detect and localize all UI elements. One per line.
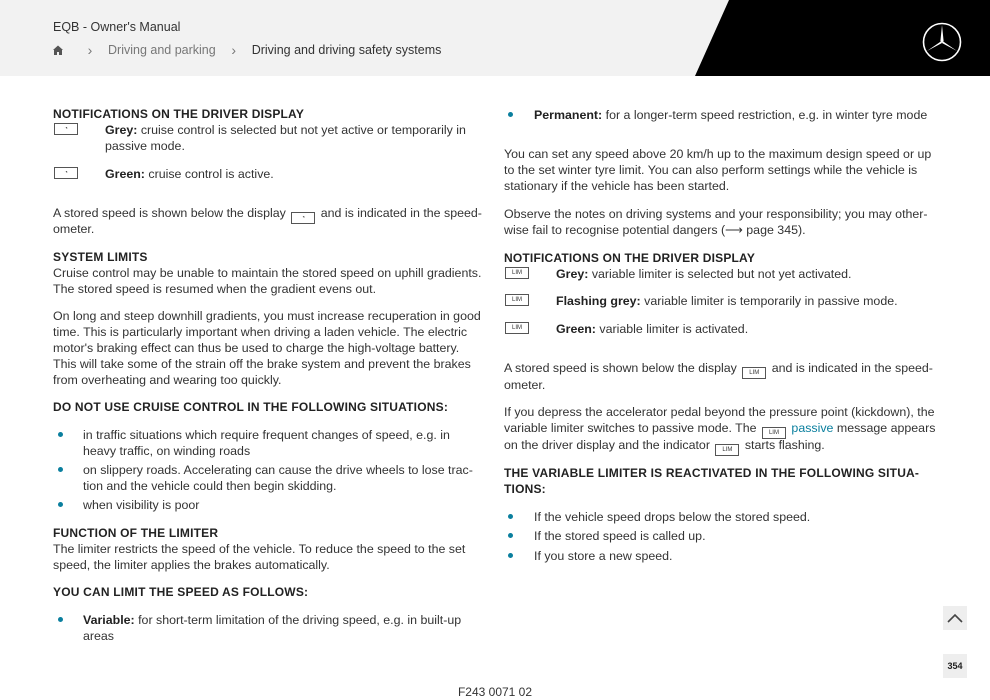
depress-line-1: If you depress the accelerator pedal beyond the pressure point (kickdown), the [504, 405, 935, 419]
breadcrumb-current: Driving and driving safety systems [251, 43, 442, 57]
system-limits-heading: SYSTEM LIMITS [53, 250, 148, 264]
limiter-icon: LIM [762, 427, 786, 439]
cruise-control-icon: ◔ [291, 212, 315, 224]
downhill-line: motor's braking effect can thus be used to charge the high-voltage battery. [53, 341, 460, 355]
bullet-icon [58, 467, 63, 472]
downhill-line: This will take some of the strain off the brake system and prevent the brakes [53, 357, 471, 371]
set-line: You can set any speed above 20 km/h up to the maximum design speed or up [504, 147, 932, 161]
cruise-control-icon: ◔ [54, 123, 78, 135]
bullet-icon [58, 617, 63, 622]
bullet-icon [508, 112, 513, 117]
manual-title: EQB - Owner's Manual [53, 20, 181, 34]
page-number: 354 [947, 661, 963, 671]
bullet-icon [508, 514, 513, 519]
bullet-line: tion and the vehicle could then begin skidding. [83, 479, 337, 493]
chevron-right-icon: › [87, 42, 93, 58]
breadcrumb [52, 42, 441, 58]
limiter-line: speed, the limiter applies the brakes automatically. [53, 558, 330, 572]
reactivated-bullet: If the vehicle speed drops below the stored speed. [534, 510, 811, 524]
grey-limiter-line: Grey: variable limiter is selected but not yet activated. [556, 267, 852, 281]
left-notif-heading: NOTIFICATIONS ON THE DRIVER DISPLAY [53, 107, 305, 121]
downhill-line: On long and steep downhill gradients, you must increase recuperation in good [53, 309, 481, 323]
grey-cruise-line: Grey: cruise control is selected but not yet active or temporarily in [105, 123, 466, 137]
observe-line-2[interactable]: wise fail to recognise potential dangers (⟶ page 345). [504, 223, 806, 237]
right-stored-line-1: A stored speed is shown below the display LIM and is indicated in the speed- [504, 360, 933, 379]
bullet-icon [508, 533, 513, 538]
page-number-box [943, 654, 967, 678]
variable-line: Variable: for short-term limitation of the driving speed, e.g. in built-up [83, 613, 462, 627]
donot-heading: DO NOT USE CRUISE CONTROL IN THE FOLLOWING SITUATIONS: [53, 400, 449, 414]
bullet-line: heavy traffic, on winding roads [83, 444, 251, 458]
limiter-icon: LIM [742, 367, 766, 379]
home-icon[interactable] [52, 44, 64, 56]
left-stored-line-2: ometer. [53, 222, 95, 236]
breadcrumb-driving-and-parking[interactable]: Driving and parking [108, 43, 216, 57]
bullet-line: in traffic situations which require frequent changes of speed, e.g. in [83, 428, 450, 442]
depress-line-2: variable limiter switches to passive mode. The LIM passive message appears [504, 420, 935, 439]
limiter-line: The limiter restricts the speed of the vehicle. To reduce the speed to the set [53, 542, 466, 556]
right-notif-heading: NOTIFICATIONS ON THE DRIVER DISPLAY [504, 251, 756, 265]
flash-limiter-line: Flashing grey: variable limiter is temporarily in passive mode. [556, 294, 898, 308]
downhill-line: time. This is particularly important when driving a laden vehicle. The electric [53, 325, 468, 339]
right-stored-line-2: ometer. [504, 378, 546, 392]
green-cruise-line: Green: cruise control is active. [105, 167, 274, 181]
reactivated-bullet: If you store a new speed. [534, 549, 673, 563]
bullet-line: when visibility is poor [83, 498, 200, 512]
green-limiter-line: Green: variable limiter is activated. [556, 322, 749, 336]
permanent-line: Permanent: for a longer-term speed restriction, e.g. in winter tyre mode [534, 108, 928, 122]
sys-line: The stored speed is resumed when the gradient evens out. [53, 282, 377, 296]
reactivated-heading-2: TIONS: [504, 482, 546, 496]
sys-line: Cruise control may be unable to maintain the stored speed on uphill gradients. [53, 266, 482, 280]
limiter-heading: FUNCTION OF THE LIMITER [53, 526, 219, 540]
cruise-control-icon: ◔ [54, 167, 78, 179]
limiter-icon: LIM [505, 267, 529, 279]
downhill-line: from overheating and wearing too quickly. [53, 373, 282, 387]
left-stored-line-1: A stored speed is shown below the display ◔ and is indicated in the speed- [53, 205, 482, 224]
canlimit-heading: YOU CAN LIMIT THE SPEED AS FOLLOWS: [53, 585, 309, 599]
bullet-icon [508, 553, 513, 558]
limiter-icon: LIM [505, 294, 529, 306]
passive-text: passive [791, 421, 834, 435]
grey-cruise-line-2: passive mode. [105, 139, 185, 153]
limiter-icon: LIM [715, 444, 739, 456]
set-line: stationary if the vehicle has been started. [504, 179, 730, 193]
limiter-icon: LIM [505, 322, 529, 334]
scroll-to-top-button[interactable] [943, 606, 967, 630]
reactivated-bullet: If the stored speed is called up. [534, 529, 706, 543]
page-header [0, 0, 990, 76]
bullet-line: on slippery roads. Accelerating can cause the drive wheels to lose trac- [83, 463, 473, 477]
footer-code: F243 0071 02 [457, 685, 533, 699]
bullet-icon [58, 432, 63, 437]
chevron-right-icon: › [231, 42, 237, 58]
set-line: to the set winter tyre limit. You can also perform settings while the vehicle is [504, 163, 918, 177]
bullet-icon [58, 502, 63, 507]
mercedes-logo [922, 22, 962, 62]
observe-line: Observe the notes on driving systems and your responsibility; you may other- [504, 207, 928, 221]
chevron-up-icon [947, 613, 963, 623]
depress-line-3: on the driver display and the indicator LIM starts flashing. [504, 437, 825, 456]
variable-line-2: areas [83, 629, 114, 643]
reactivated-heading: THE VARIABLE LIMITER IS REACTIVATED IN THE FOLLOWING SITUA- [504, 466, 920, 480]
